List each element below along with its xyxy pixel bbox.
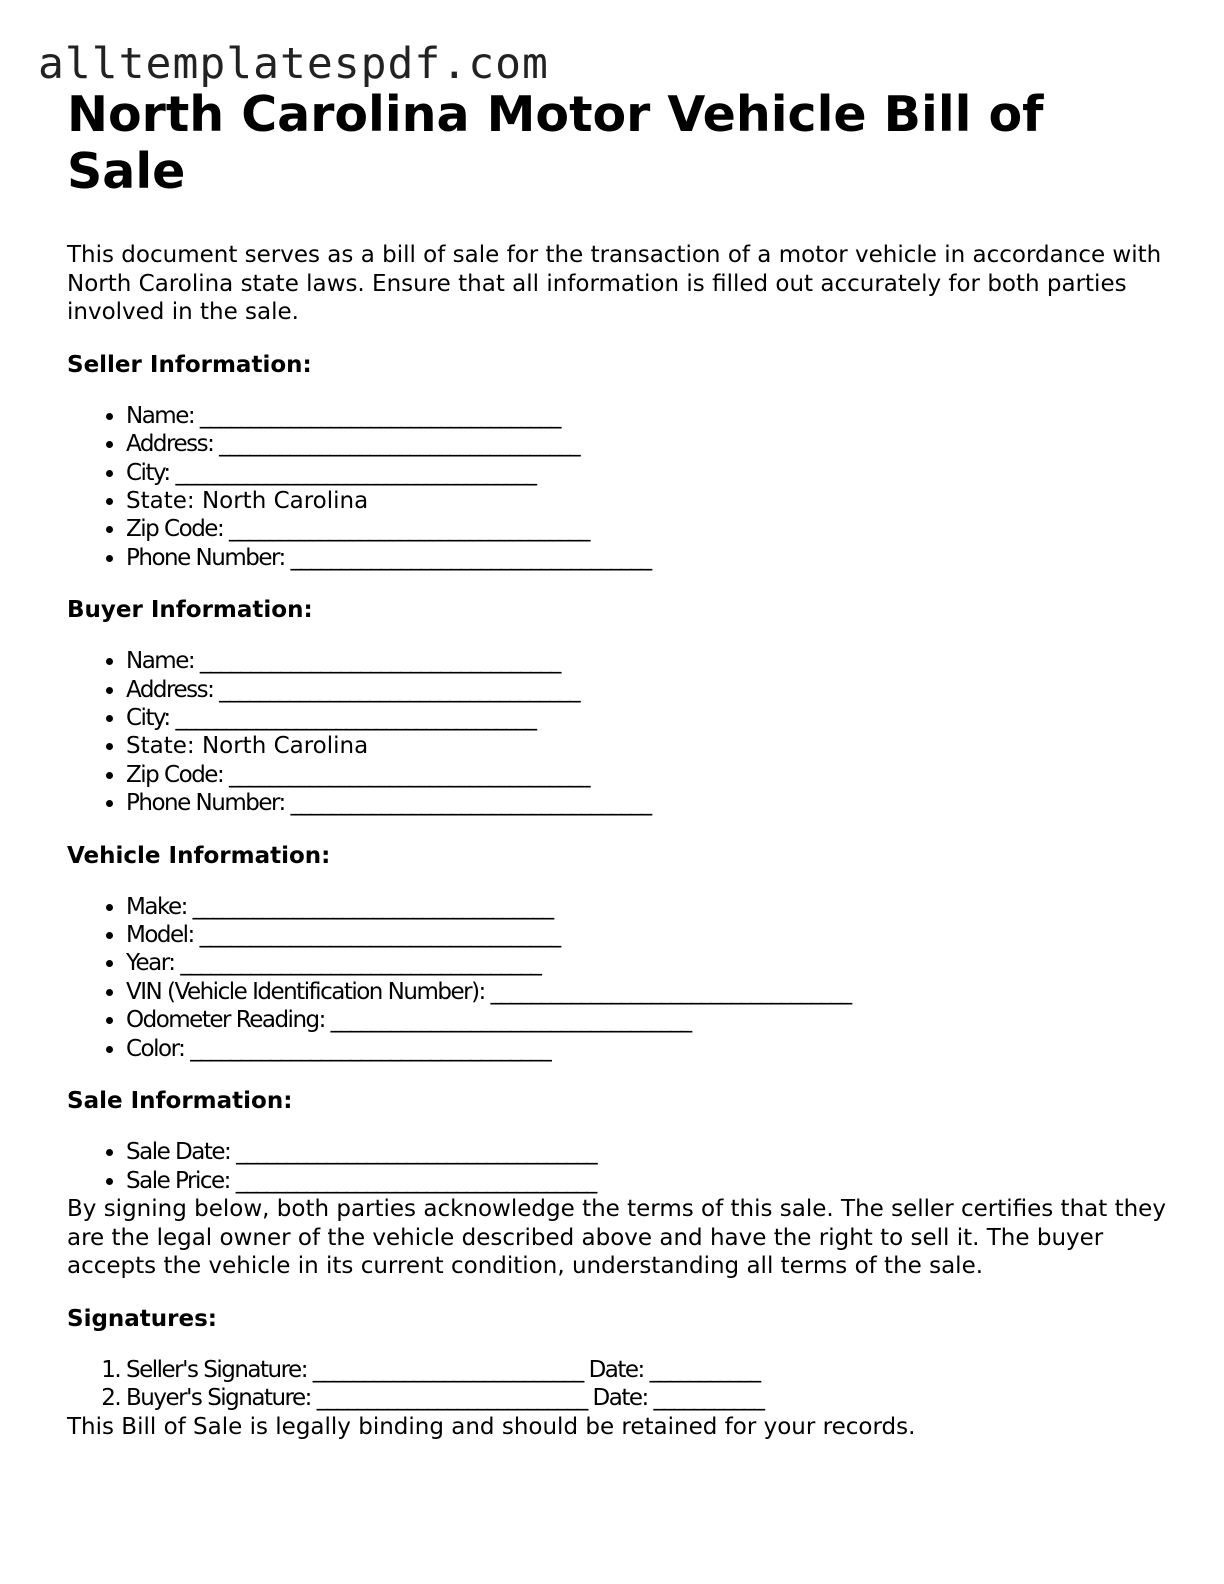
buyer-phone-field[interactable]: • Phone Number: ____________________________________	[126, 789, 1167, 817]
vehicle-model-field[interactable]: • Model: ____________________________________	[126, 921, 1167, 949]
sale-heading: Sale Information:	[67, 1088, 293, 1115]
watermark: alltemplatespdf.com	[38, 39, 549, 89]
seller-zip-field[interactable]: • Zip Code: ____________________________________	[126, 515, 1167, 543]
seller-heading: Seller Information:	[67, 351, 312, 378]
seller-address-field[interactable]: • Address: ____________________________________	[126, 430, 1167, 458]
sale-date-field[interactable]: • Sale Date: ____________________________________	[126, 1138, 1167, 1166]
document-page	[67, 86, 1167, 1441]
seller-list	[67, 402, 1167, 572]
intro-paragraph: This document serves as a bill of sale for the transaction of a motor vehicle in accordance with North Carolina state laws. Ensure that all information is filled out accurately for both parties involved in the sale.	[67, 242, 1162, 326]
buyer-state-field: • State: North Carolina	[126, 732, 1167, 760]
acknowledgment-paragraph: By signing below, both parties acknowledge the terms of this sale. The seller certifies that they are the legal owner of the vehicle described above and have the right to sell it. The buyer accepts the vehicle in its current condition, understanding all terms of the sale.	[67, 1195, 1166, 1280]
seller-signature-field[interactable]: 1. Seller's Signature: ___________________________ Date: ___________	[126, 1356, 1167, 1384]
buyer-signature-field[interactable]: 2. Buyer's Signature: ___________________________ Date: ___________	[126, 1384, 1167, 1412]
seller-name-field[interactable]: • Name: ____________________________________	[126, 402, 1167, 430]
signatures-heading: Signatures:	[67, 1305, 218, 1332]
seller-state-field: • State: North Carolina	[126, 487, 1167, 515]
vehicle-odometer-field[interactable]: • Odometer Reading: ____________________________________	[126, 1006, 1167, 1034]
vehicle-year-field[interactable]: • Year: ____________________________________	[126, 949, 1167, 977]
vehicle-heading: Vehicle Information:	[67, 842, 331, 869]
vehicle-vin-field[interactable]: • VIN (Vehicle Identification Number): ____________________________________	[126, 978, 1167, 1006]
page-title: North Carolina Motor Vehicle Bill of Sale	[67, 86, 1044, 200]
buyer-heading: Buyer Information:	[67, 597, 313, 624]
sale-price-field[interactable]: • Sale Price: ____________________________________	[126, 1167, 1167, 1195]
buyer-zip-field[interactable]: • Zip Code: ____________________________________	[126, 761, 1167, 789]
vehicle-list	[67, 893, 1167, 1063]
seller-city-field[interactable]: • City: ____________________________________	[126, 459, 1167, 487]
sale-list	[67, 1138, 1167, 1195]
buyer-city-field[interactable]: • City: ____________________________________	[126, 704, 1167, 732]
signatures-list	[67, 1356, 1167, 1413]
buyer-name-field[interactable]: • Name: ____________________________________	[126, 647, 1167, 675]
closing-paragraph: This Bill of Sale is legally binding and should be retained for your records.	[67, 1413, 916, 1440]
seller-phone-field[interactable]: • Phone Number: ____________________________________	[126, 544, 1167, 572]
buyer-list	[67, 647, 1167, 817]
vehicle-color-field[interactable]: • Color: ____________________________________	[126, 1035, 1167, 1063]
vehicle-make-field[interactable]: • Make: ____________________________________	[126, 893, 1167, 921]
buyer-address-field[interactable]: • Address: ____________________________________	[126, 676, 1167, 704]
